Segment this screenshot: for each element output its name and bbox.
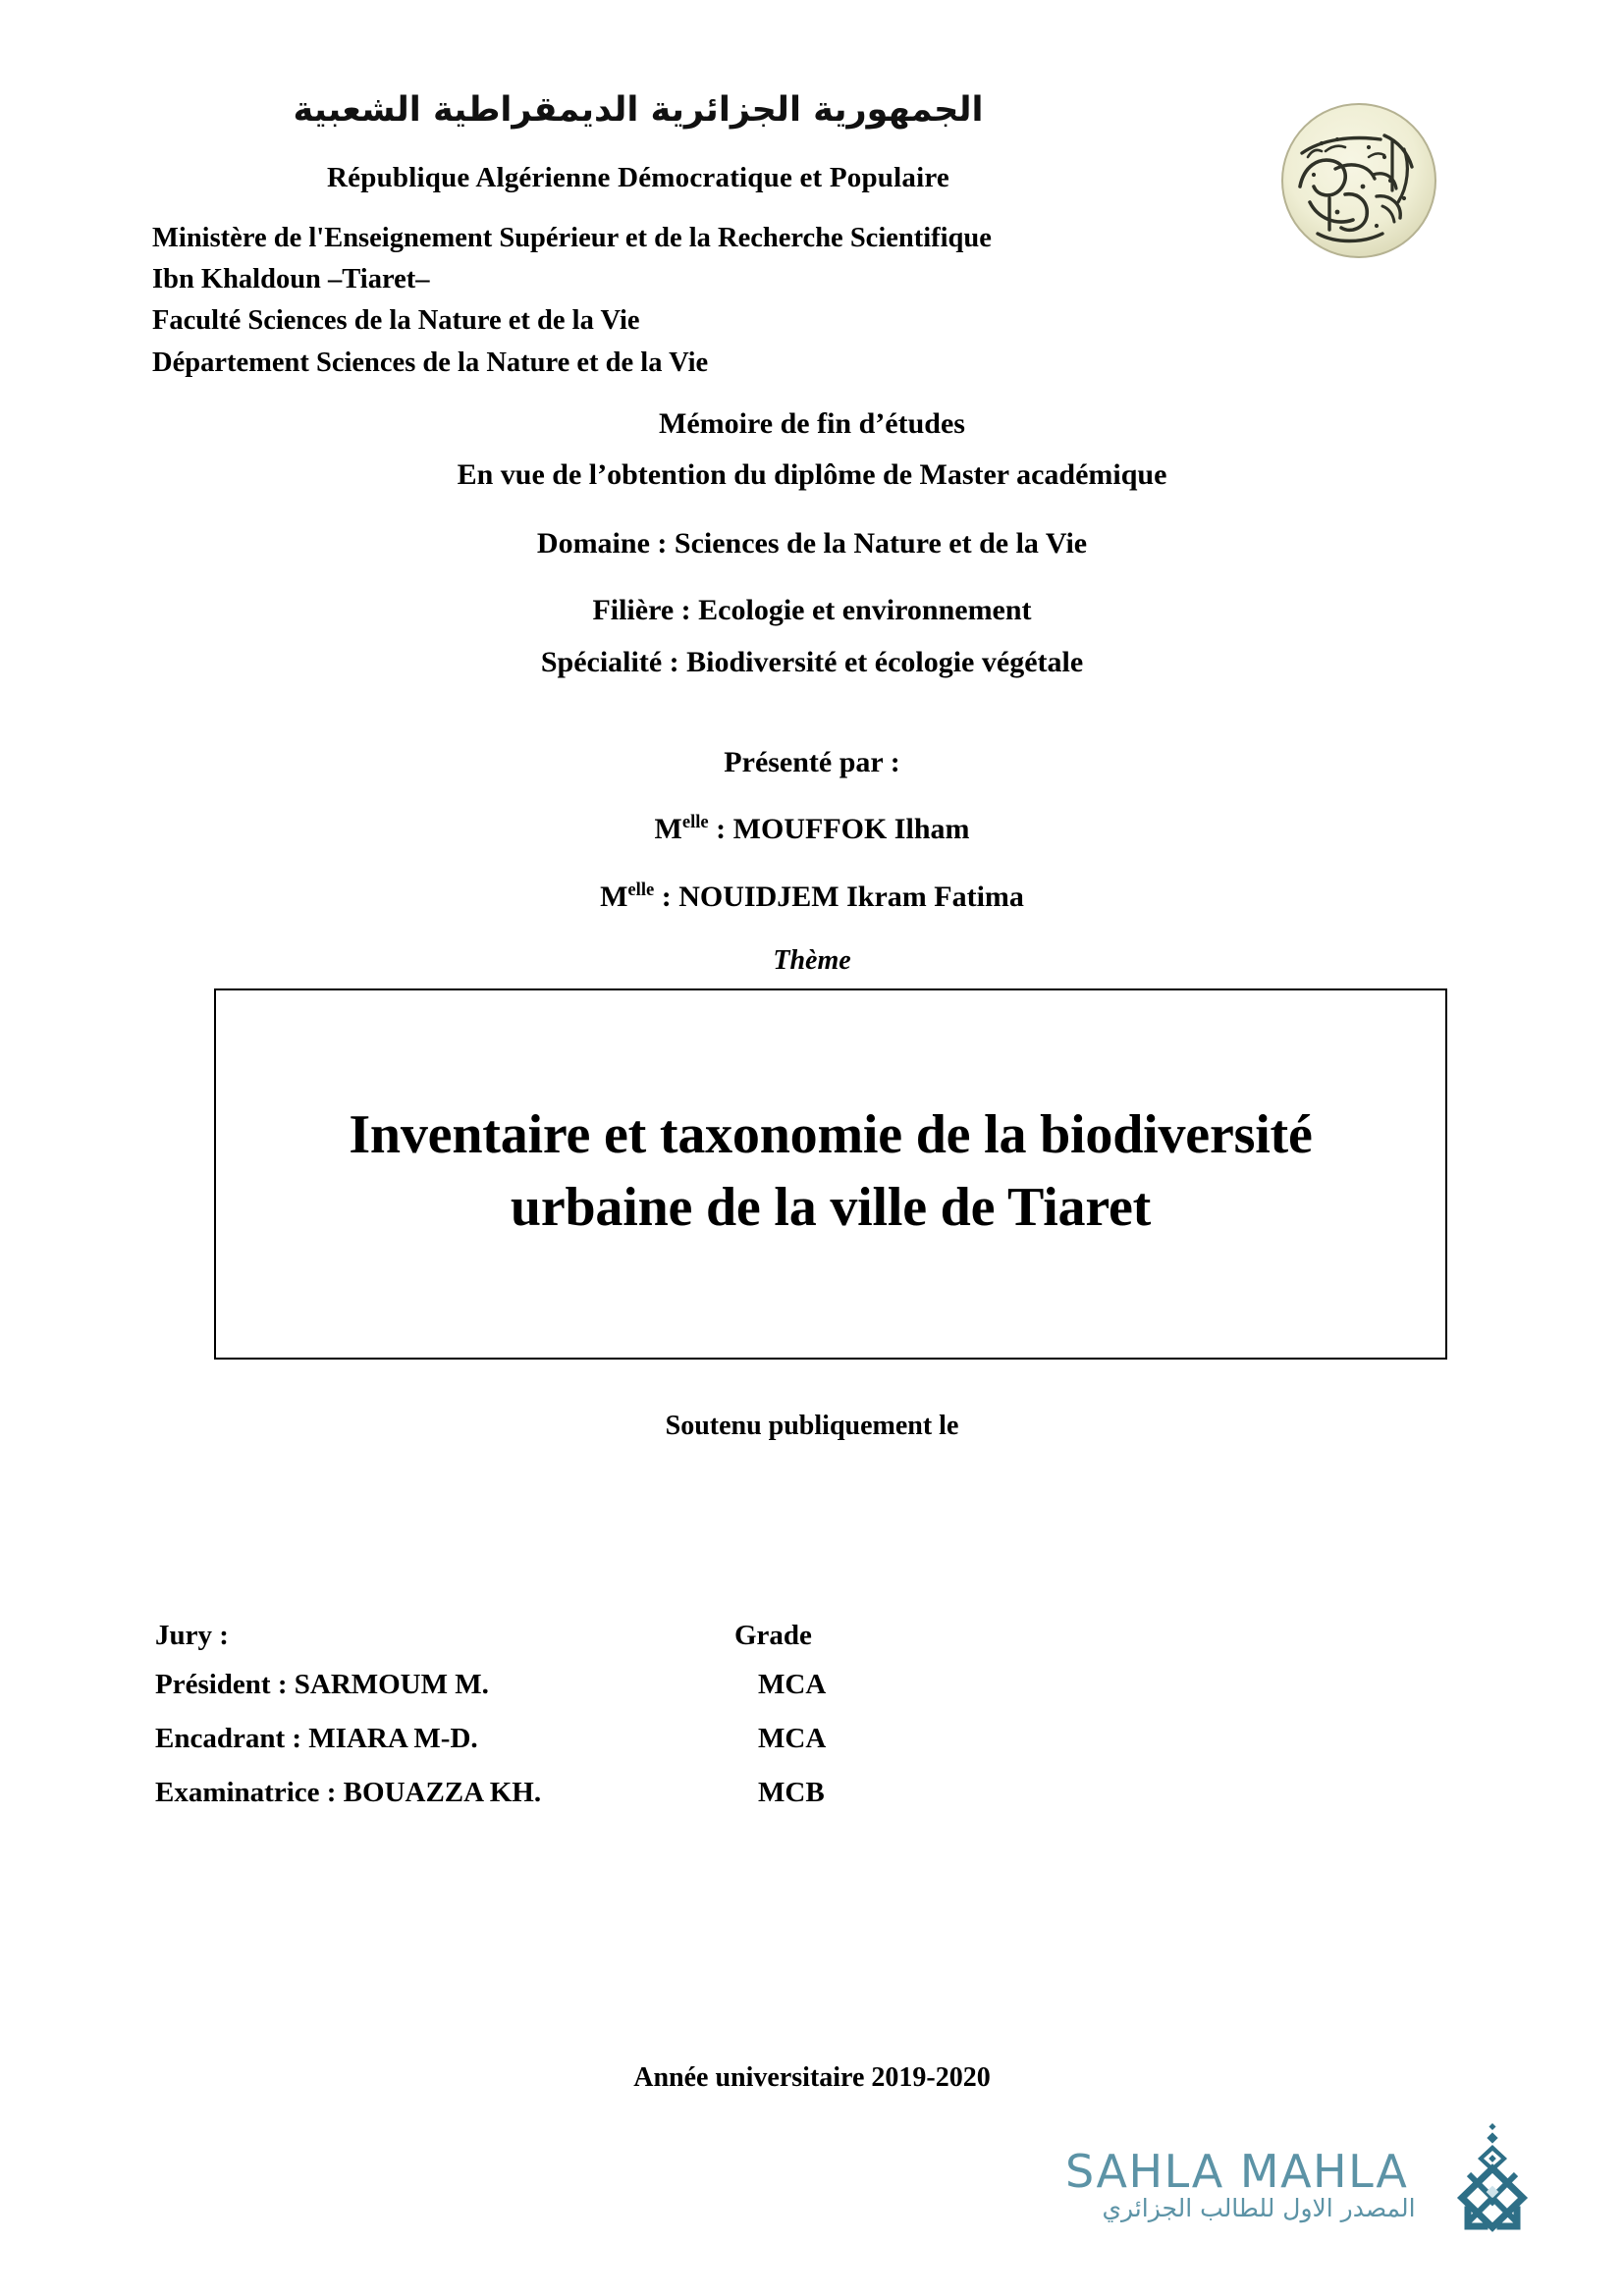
- jury-member-name: Examinatrice : BOUAZZA KH.: [155, 1777, 542, 1808]
- author-honorific-suffix: elle: [681, 812, 709, 832]
- thesis-title-box: [214, 988, 1447, 1360]
- memoire-label: Mémoire de fin d’études: [659, 407, 965, 440]
- republic-name-french: République Algérienne Démocratique et Populaire: [327, 162, 949, 193]
- university-seal-icon: [1274, 96, 1443, 265]
- degree-purpose-line: En vue de l’obtention du diplôme de Master académique: [457, 458, 1167, 491]
- jury-heading: Jury :: [155, 1620, 229, 1651]
- author-separator: :: [654, 881, 679, 913]
- specialite-line: Spécialité : Biodiversité et écologie végétale: [540, 646, 1084, 678]
- jury-member-grade: MCA: [758, 1723, 827, 1754]
- jury-member-grade: MCA: [758, 1669, 827, 1700]
- theme-label: Thème: [773, 945, 851, 976]
- author-label: MOUFFOK Ilham: [732, 813, 970, 845]
- sahla-mahla-watermark: [1056, 2123, 1546, 2256]
- jury-member-name: Président : SARMOUM M.: [155, 1669, 489, 1700]
- author-honorific-prefix: M: [600, 881, 628, 913]
- ministry-line: Ministère de l'Enseignement Supérieur et de la Recherche Scientifique: [152, 223, 992, 253]
- author-name-1: [0, 813, 1624, 846]
- academic-year-line: Année universitaire 2019-2020: [633, 2062, 991, 2093]
- presented-by-label: Présenté par :: [724, 746, 900, 778]
- jury-member-name: Encadrant : MIARA M-D.: [155, 1723, 478, 1754]
- thesis-title: Inventaire et taxonomie de la biodiversité urbaine de la ville de Tiaret: [349, 1104, 1313, 1238]
- jury-section: [155, 1620, 1039, 1831]
- document-header: [0, 0, 1624, 383]
- jury-row: [155, 1669, 1039, 1701]
- jury-row: [155, 1723, 1039, 1755]
- arabic-state-name: الجمهورية الجزائرية الديمقراطية الشعبية: [293, 90, 984, 130]
- faculty-line: Faculté Sciences de la Nature et de la Vie: [152, 305, 640, 337]
- jury-row: [155, 1777, 1039, 1809]
- grade-heading: Grade: [734, 1620, 812, 1651]
- author-separator: :: [708, 813, 733, 845]
- institution-block: [152, 218, 1252, 384]
- jury-header-row: [155, 1620, 1039, 1652]
- jury-member-grade: MCB: [758, 1777, 825, 1808]
- filiere-line: Filière : Ecologie et environnement: [592, 594, 1032, 626]
- sahla-mahla-arabic-tagline: المصدر الاول للطالب الجزائري: [1102, 2194, 1416, 2222]
- defense-date-line: Soutenu publiquement le: [665, 1411, 959, 1441]
- sahla-mahla-wordmark: SAHLA MAHLA: [1065, 2145, 1409, 2198]
- author-honorific-prefix: M: [654, 813, 682, 845]
- author-label: NOUIDJEM Ikram Fatima: [678, 881, 1024, 913]
- author-name-2: [0, 881, 1624, 914]
- sahla-mahla-diamond-mark-icon: [1438, 2123, 1546, 2239]
- department-line: Département Sciences de la Nature et de la Vie: [152, 347, 709, 378]
- author-honorific-suffix: elle: [627, 880, 655, 900]
- university-line: Ibn Khaldoun –Tiaret–: [152, 264, 430, 295]
- domaine-line: Domaine : Sciences de la Nature et de la Vie: [536, 527, 1088, 560]
